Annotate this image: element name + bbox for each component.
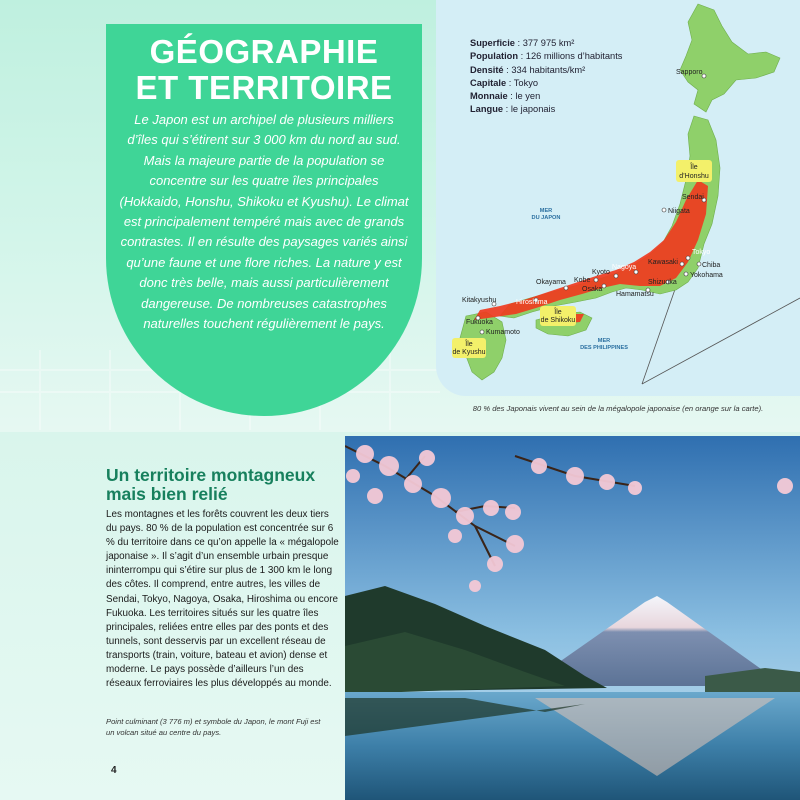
- mount-fuji-photo: [345, 436, 800, 800]
- sea-japan-line-1: MER: [539, 208, 553, 214]
- fact-densite: Densité : 334 habitants/km²: [470, 64, 586, 75]
- subtitle-line-2: mais bien relié: [106, 484, 228, 504]
- city-dot-tokyo: [686, 256, 690, 260]
- title-line-2: ET TERRITOIRE: [135, 69, 393, 106]
- honshu-label-line-1: Île: [690, 164, 698, 171]
- subtitle-line-1: Un territoire montagneux: [106, 465, 316, 485]
- fact-langue: Langue : le japonais: [470, 104, 556, 115]
- city-label-kitakyushu: Kitakyushu: [462, 297, 497, 304]
- title-line-1: GÉOGRAPHIE: [149, 33, 379, 70]
- city-dot-kawasaki: [680, 262, 684, 266]
- fact-capitale: Capitale : Tokyo: [470, 77, 539, 88]
- city-label-hiroshima: Hiroshima: [516, 299, 548, 306]
- section-subtitle: [106, 466, 336, 504]
- intro-paragraph: Le Japon est un archipel de plusieurs milliers d’îles qui s’étirent sur 3 000 km du nord au sud. Mais la majeure partie de la population se concentre sur les quatre îles principales (Hokkaido, Honshu, Shikoku et Kyushu). Le climat est principalement tempéré mais avec de grands contrastes. Il en résulte des paysages variés ainsi qu’une faune et une flore riches. La nature y est donc très belle, mais aussi particulièrement dangereuse. De nombreuses catastrophes naturelles touchent régulièrement le pays.: [119, 112, 409, 332]
- kyushu-label-line-2: de Kyushu: [452, 349, 486, 356]
- shikoku-label-line-2: de Shikoku: [540, 317, 576, 324]
- city-label-fukuoka: Fukuoka: [466, 319, 493, 326]
- sea-philippines-line-1: MER: [597, 338, 611, 344]
- city-dot-kumamoto: [480, 330, 484, 334]
- city-label-osaka: Osaka: [582, 286, 603, 293]
- city-label-kumamoto: Kumamoto: [486, 329, 520, 336]
- city-label-nagoya: Nagoya: [612, 264, 637, 271]
- city-dot-chiba: [697, 262, 701, 266]
- city-dot-kyoto: [614, 274, 618, 278]
- section-body: Les montagnes et les forêts couvrent les deux tiers du pays. 80 % de la population est concentrée sur 6 % du territoire dans ce qu’on appelle la « mégalopole japonaise ». Il s’agit d’un ensemble urbain presque ininterrompu qui s’étire sur plus de 1 300 km le long des côtes. Il comprend, entre autres, les villes de Sendai, Tokyo, Nagoya, Osaka, Hiroshima ou encore Fukuoka. Les territoires situés sur les quatre îles principales, reliées entre elles par des ponts et des tunnels, sont desservis par un excellent réseau de transports (train, voiture, bateau et avion) dense et moderne. Le pays possède d’ailleurs l’un des réseaux ferroviaires les plus développés au monde.: [106, 509, 339, 690]
- city-label-kawasaki: Kawasaki: [648, 259, 678, 266]
- photo-caption: Point culminant (3 776 m) et symbole du Japon, le mont Fuji est un volcan situé au centre du pays.: [106, 717, 321, 737]
- city-label-sendai: Sendai: [682, 194, 704, 201]
- city-label-sapporo: Sapporo: [676, 69, 703, 76]
- city-label-shizuoka: Shizuoka: [648, 279, 677, 286]
- city-label-yokohama: Yokohama: [690, 272, 723, 279]
- map-caption: 80 % des Japonais vivent au sein de la mégalopole japonaise (en orange sur la carte).: [472, 404, 764, 413]
- fact-population: Population : 126 millions d’habitants: [470, 51, 623, 62]
- fact-superficie: Superficie : 377 975 km²: [470, 38, 575, 48]
- city-label-okayama: Okayama: [536, 279, 566, 286]
- city-label-chiba: Chiba: [702, 262, 721, 269]
- city-label-kyoto: Kyoto: [592, 269, 610, 276]
- city-label-kobe: Kobe: [574, 277, 591, 284]
- city-label-hamamatsu: Hamamatsu: [616, 291, 654, 298]
- hokkaido-island: [680, 4, 780, 112]
- sea-japan-line-2: DU JAPON: [531, 215, 561, 221]
- city-dot-yokohama: [684, 272, 688, 276]
- city-dot-okayama: [564, 286, 568, 290]
- shikoku-label-line-1: Île: [554, 309, 562, 316]
- city-label-niigata: Niigata: [668, 208, 690, 215]
- honshu-label-line-2: d’Honshu: [679, 173, 709, 180]
- page-number: 4: [111, 765, 117, 776]
- key-facts: [470, 37, 660, 117]
- city-label-tokyo: Tokyo: [692, 249, 711, 256]
- page-title: [106, 34, 422, 106]
- city-dot-osaka: [602, 284, 606, 288]
- city-dot-niigata: [662, 208, 666, 212]
- sea-philippines-line-2: DES PHILIPPINES: [580, 345, 628, 351]
- fact-monnaie: Monnaie : le yen: [470, 91, 541, 102]
- city-dot-sapporo: [702, 74, 706, 78]
- city-dot-kobe: [594, 278, 598, 282]
- kyushu-label-line-1: Île: [465, 341, 473, 348]
